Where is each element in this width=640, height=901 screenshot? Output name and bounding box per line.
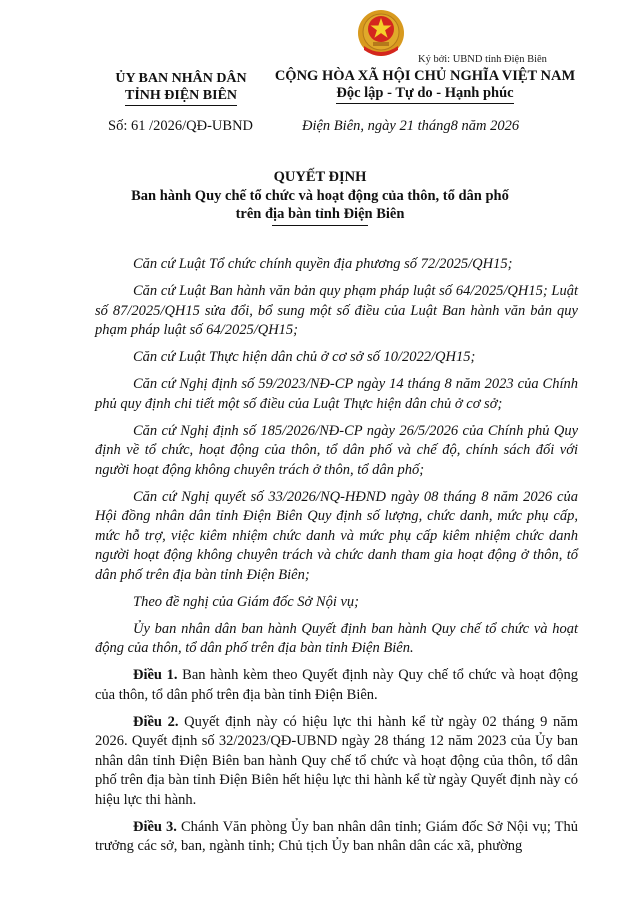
article-label: Điều 3. xyxy=(133,818,177,835)
article-label: Điều 1. xyxy=(133,667,178,683)
subtitle-line-1: Ban hành Quy chế tổ chức và hoạt động của thôn, tổ dân phố xyxy=(131,188,509,204)
article-3 xyxy=(95,818,578,857)
agency-line-1: ỦY BAN NHÂN DÂN xyxy=(115,71,247,86)
issue-date: Điện Biên, ngày 21 tháng8 năm 2026 xyxy=(302,118,520,134)
nation-line-1: CỘNG HÒA XÃ HỘI CHỦ NGHĨA VIỆT NAM xyxy=(274,68,576,84)
legal-basis: Căn cứ Luật Tổ chức chính quyền địa phương số 72/2025/QH15; xyxy=(133,256,513,272)
national-emblem-icon xyxy=(356,8,406,60)
article-label: Điều 2. xyxy=(133,713,179,730)
document-title: QUYẾT ĐỊNH xyxy=(273,169,367,185)
legal-basis: Căn cứ Nghị định số 185/2026/NĐ-CP ngày 26/5/2026 của Chính phủ Quy định về tổ chức, hoạt động của thôn, tổ dân phố và chế độ, chính sách đối với người hoạt động không chuyên trách ở thôn, tổ dân phố; xyxy=(95,422,578,478)
digital-signature-note: Ký bởi: UBND tỉnh Điện Biên xyxy=(418,54,547,65)
decision-preamble: Ủy ban nhân dân ban hành Quyết định ban hành Quy chế tổ chức và hoạt động của thôn, tổ dân phố trên địa bàn tỉnh Điện Biên. xyxy=(95,620,578,656)
proposal-note: Theo đề nghị của Giám đốc Sở Nội vụ; xyxy=(133,593,360,610)
nation-motto: Độc lập - Tự do - Hạnh phúc xyxy=(336,85,513,104)
article-text: Quyết định này có hiệu lực thi hành kể từ ngày 02 tháng 9 năm 2026. Quyết định số 32/2023/QĐ-UBND ngày 28 tháng 12 năm 2023 của Ủy ban nhân dân tỉnh Điện Biên ban hành Quy chế tổ chức và hoạt động của thôn, tổ dân phố trên địa bàn tỉnh Điện Biên hết hiệu lực thi hành kể từ ngày Quyết định này có hiệu lực thi hành. xyxy=(95,713,579,808)
document-body xyxy=(95,255,578,864)
legal-basis: Căn cứ Luật Thực hiện dân chủ ở cơ sở số 10/2022/QH15; xyxy=(133,349,476,365)
article-1 xyxy=(95,666,578,705)
article-text: Chánh Văn phòng Ủy ban nhân dân tỉnh; Giám đốc Sở Nội vụ; Thủ trưởng các sở, ban, ngành tỉnh; Chủ tịch Ủy ban nhân dân các xã, phường xyxy=(95,818,579,854)
subtitle-line-2: trên địa bàn tỉnh Điện Biên xyxy=(235,206,405,222)
title-divider xyxy=(272,225,368,226)
document-number: Số: 61 /2026/QĐ-UBND xyxy=(108,118,254,134)
national-header xyxy=(270,68,580,104)
issuing-agency xyxy=(96,70,266,106)
article-text: Ban hành kèm theo Quyết định này Quy chế tổ chức và hoạt động của thôn, tổ dân phố trên địa bàn tỉnh Điện Biên. xyxy=(95,667,579,703)
article-2 xyxy=(95,713,578,811)
legal-basis: Căn cứ Luật Ban hành văn bản quy phạm pháp luật số 64/2025/QH15; Luật số 87/2025/QH15 sửa đổi, bổ sung một số điều của Luật Ban hành văn bản quy phạm pháp luật số 64/2025/QH15; xyxy=(95,283,578,338)
legal-basis: Căn cứ Nghị quyết số 33/2026/NQ-HĐND ngày 08 tháng 8 năm 2026 của Hội đồng nhân dân tỉnh Điện Biên Quy định số lượng, chức danh, mức phụ cấp, mức hỗ trợ, việc kiêm nhiệm chức danh và mức phụ cấp kiêm nhiệm chức danh người hoạt động không chuyên trách và chức danh tham gia hoạt động ở thôn, tổ dân phố trên địa bàn tỉnh Điện Biên; xyxy=(95,488,578,583)
agency-line-2: TỈNH ĐIỆN BIÊN xyxy=(125,87,237,106)
document-subtitle xyxy=(120,187,520,223)
legal-basis: Căn cứ Nghị định số 59/2023/NĐ-CP ngày 14 tháng 8 năm 2023 của Chính phủ quy định chi tiết một số điều của Luật Thực hiện dân chủ ở cơ sở; xyxy=(95,376,578,412)
